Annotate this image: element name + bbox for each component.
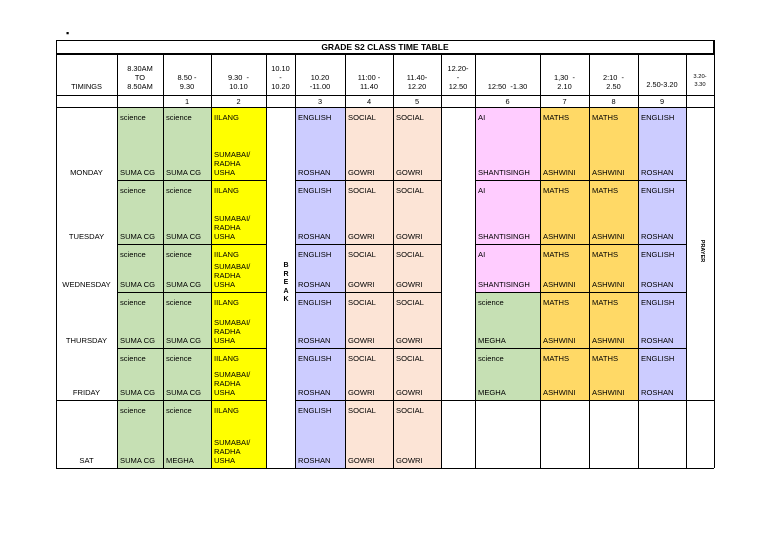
- grid-line: [117, 54, 118, 468]
- slot-time-0: 8.30AM TO 8.50AM: [127, 64, 153, 91]
- subject-1-1: science: [166, 186, 192, 195]
- period-number-9: 9: [659, 97, 665, 106]
- teacher-4-3: ROSHAN: [298, 388, 331, 397]
- subject-3-0: science: [120, 298, 146, 307]
- subject-5-5: SOCIAL: [396, 406, 424, 415]
- subject-0-5: SOCIAL: [396, 113, 424, 122]
- teacher-2-2: SUMABAI/ RADHA USHA: [214, 262, 251, 289]
- grid-line: [117, 348, 266, 349]
- grid-line: [714, 40, 715, 468]
- subject-4-9: ENGLISH: [641, 354, 675, 363]
- subject-2-9: ENGLISH: [641, 250, 675, 259]
- grid-line: [589, 54, 590, 468]
- subject-1-3: ENGLISH: [298, 186, 332, 195]
- slot-time-10: 2:10 - 2.50: [603, 73, 624, 91]
- subject-0-7: MATHS: [543, 113, 570, 122]
- break-letter: R: [283, 270, 289, 278]
- subject-1-5: SOCIAL: [396, 186, 424, 195]
- slot-time-2: 9.30 - 10.10: [228, 73, 249, 91]
- break-letter: A: [283, 287, 289, 295]
- grid-line: [295, 244, 441, 245]
- subject-2-8: MATHS: [592, 250, 619, 259]
- teacher-3-7: ASHWINI: [543, 336, 576, 345]
- subject-4-6: science: [478, 354, 504, 363]
- period-number-1: 1: [184, 97, 190, 106]
- teacher-5-4: GOWRI: [348, 456, 375, 465]
- slot-time-3: 10.10 - 10.20: [271, 64, 290, 91]
- teacher-1-1: SUMA CG: [166, 232, 202, 241]
- teacher-4-9: ROSHAN: [641, 388, 674, 397]
- subject-0-0: science: [120, 113, 146, 122]
- grid-line: [540, 54, 541, 468]
- subject-3-9: ENGLISH: [641, 298, 675, 307]
- grid-line: [475, 348, 686, 349]
- teacher-5-3: ROSHAN: [298, 456, 331, 465]
- teacher-2-8: ASHWINI: [592, 280, 625, 289]
- subject-4-0: science: [120, 354, 146, 363]
- subject-2-2: IILANG: [214, 250, 239, 259]
- grid-line: [475, 292, 686, 293]
- teacher-3-3: ROSHAN: [298, 336, 331, 345]
- teacher-0-7: ASHWINI: [543, 168, 576, 177]
- subject-1-2: IILANG: [214, 186, 239, 195]
- grid-line: [56, 107, 714, 108]
- teacher-0-1: SUMA CG: [166, 168, 202, 177]
- slot-time-8: 12:50 -1.30: [487, 82, 528, 91]
- subject-0-3: ENGLISH: [298, 113, 332, 122]
- teacher-3-6: MEGHA: [478, 336, 506, 345]
- subject-5-0: science: [120, 406, 146, 415]
- day-name-thursday: THURSDAY: [65, 336, 108, 345]
- grid-line: [295, 180, 441, 181]
- subject-1-9: ENGLISH: [641, 186, 675, 195]
- slot-time-5: 11:00 - 11.40: [357, 73, 381, 91]
- teacher-0-9: ROSHAN: [641, 168, 674, 177]
- teacher-1-5: GOWRI: [396, 232, 423, 241]
- teacher-2-4: GOWRI: [348, 280, 375, 289]
- teacher-1-3: ROSHAN: [298, 232, 331, 241]
- subject-0-9: ENGLISH: [641, 113, 675, 122]
- subject-1-6: AI: [478, 186, 486, 195]
- day-name-tuesday: TUESDAY: [68, 232, 105, 241]
- grid-line: [686, 54, 687, 468]
- subject-4-2: IILANG: [214, 354, 239, 363]
- period-number-2: 2: [236, 97, 241, 106]
- slot-time-6: 11.40- 12.20: [406, 73, 428, 91]
- teacher-5-0: SUMA CG: [120, 456, 156, 465]
- timetable-title: GRADE S2 CLASS TIME TABLE: [56, 40, 714, 54]
- teacher-4-7: ASHWINI: [543, 388, 576, 397]
- teacher-4-0: SUMA CG: [120, 388, 156, 397]
- prayer-label-box: [691, 236, 713, 266]
- teacher-0-5: GOWRI: [396, 168, 423, 177]
- subject-3-8: MATHS: [592, 298, 619, 307]
- teacher-0-8: ASHWINI: [592, 168, 625, 177]
- grid-line: [475, 244, 686, 245]
- teacher-4-8: ASHWINI: [592, 388, 625, 397]
- day-name-friday: FRIDAY: [72, 388, 101, 397]
- subject-1-7: MATHS: [543, 186, 570, 195]
- teacher-2-9: ROSHAN: [641, 280, 674, 289]
- grid-line: [441, 54, 442, 468]
- teacher-2-1: SUMA CG: [166, 280, 202, 289]
- teacher-3-1: SUMA CG: [166, 336, 202, 345]
- page-mark: ▪: [66, 28, 70, 38]
- subject-1-4: SOCIAL: [348, 186, 376, 195]
- subject-3-5: SOCIAL: [396, 298, 424, 307]
- subject-3-1: science: [166, 298, 192, 307]
- teacher-3-4: GOWRI: [348, 336, 375, 345]
- subject-4-3: ENGLISH: [298, 354, 332, 363]
- slot-time-11: 2.50-3.20: [646, 80, 678, 89]
- subject-4-1: science: [166, 354, 192, 363]
- slot-time-12: 3.20- 3.30: [693, 74, 707, 88]
- grid-line: [211, 54, 212, 468]
- subject-0-8: MATHS: [592, 113, 619, 122]
- grid-line: [56, 400, 117, 401]
- teacher-2-7: ASHWINI: [543, 280, 576, 289]
- teacher-1-9: ROSHAN: [641, 232, 674, 241]
- teacher-4-6: MEGHA: [478, 388, 506, 397]
- break-letter: K: [283, 296, 289, 303]
- subject-5-2: IILANG: [214, 406, 239, 415]
- grid-line: [345, 54, 346, 468]
- teacher-1-4: GOWRI: [348, 232, 375, 241]
- teacher-1-7: ASHWINI: [543, 232, 576, 241]
- teacher-1-0: SUMA CG: [120, 232, 156, 241]
- grid-line: [56, 468, 714, 469]
- teacher-2-3: ROSHAN: [298, 280, 331, 289]
- grid-line: [295, 292, 441, 293]
- teacher-2-5: GOWRI: [396, 280, 423, 289]
- grid-line: [117, 244, 266, 245]
- subject-3-2: IILANG: [214, 298, 239, 307]
- teacher-3-9: ROSHAN: [641, 336, 674, 345]
- day-name-monday: MONDAY: [70, 168, 103, 177]
- teacher-1-2: SUMABAI/ RADHA USHA: [214, 214, 251, 241]
- timings-label: TIMINGS: [71, 82, 102, 91]
- grid-line: [117, 292, 266, 293]
- grid-line: [295, 54, 296, 468]
- subject-5-4: SOCIAL: [348, 406, 376, 415]
- prayer-label: PRAYER: [699, 239, 706, 263]
- teacher-3-8: ASHWINI: [592, 336, 625, 345]
- teacher-1-6: SHANTISINGH: [478, 232, 530, 241]
- teacher-5-1: MEGHA: [166, 456, 194, 465]
- grid-line: [295, 400, 714, 401]
- break-letter: B: [283, 262, 289, 269]
- grid-line: [295, 348, 441, 349]
- teacher-0-3: ROSHAN: [298, 168, 331, 177]
- grid-line: [475, 54, 476, 468]
- teacher-3-2: SUMABAI/ RADHA USHA: [214, 318, 251, 345]
- subject-4-5: SOCIAL: [396, 354, 424, 363]
- subject-0-6: AI: [478, 113, 486, 122]
- subject-2-7: MATHS: [543, 250, 570, 259]
- teacher-1-8: ASHWINI: [592, 232, 625, 241]
- subject-0-4: SOCIAL: [348, 113, 376, 122]
- subject-2-0: science: [120, 250, 146, 259]
- subject-4-7: MATHS: [543, 354, 570, 363]
- period-number-7: 7: [562, 97, 567, 106]
- day-name-sat: SAT: [79, 456, 94, 465]
- subject-4-8: MATHS: [592, 354, 619, 363]
- subject-2-4: SOCIAL: [348, 250, 376, 259]
- teacher-5-2: SUMABAI/ RADHA USHA: [214, 438, 251, 465]
- subject-3-3: ENGLISH: [298, 298, 332, 307]
- day-name-wednesday: WEDNESDAY: [62, 280, 111, 289]
- subject-5-3: ENGLISH: [298, 406, 332, 415]
- teacher-0-0: SUMA CG: [120, 168, 156, 177]
- teacher-3-5: GOWRI: [396, 336, 423, 345]
- subject-2-5: SOCIAL: [396, 250, 424, 259]
- grid-line: [163, 54, 164, 468]
- subject-3-4: SOCIAL: [348, 298, 376, 307]
- teacher-5-5: GOWRI: [396, 456, 423, 465]
- period-number-6: 6: [505, 97, 510, 106]
- grid-line: [393, 54, 394, 468]
- subject-5-1: science: [166, 406, 192, 415]
- period-number-8: 8: [611, 97, 616, 106]
- subject-3-7: MATHS: [543, 298, 570, 307]
- subject-0-2: IILANG: [214, 113, 239, 122]
- teacher-3-0: SUMA CG: [120, 336, 156, 345]
- slot-time-4: 10.20 -11.00: [309, 73, 331, 91]
- teacher-0-4: GOWRI: [348, 168, 375, 177]
- subject-2-6: AI: [478, 250, 486, 259]
- grid-line: [56, 54, 714, 55]
- teacher-4-2: SUMABAI/ RADHA USHA: [214, 370, 251, 397]
- grid-line: [56, 40, 57, 468]
- teacher-0-6: SHANTISINGH: [478, 168, 530, 177]
- subject-1-8: MATHS: [592, 186, 619, 195]
- teacher-2-0: SUMA CG: [120, 280, 156, 289]
- subject-0-1: science: [166, 113, 192, 122]
- subject-2-1: science: [166, 250, 192, 259]
- break-label: [281, 262, 291, 305]
- teacher-2-6: SHANTISINGH: [478, 280, 530, 289]
- grid-line: [117, 400, 266, 401]
- grid-line: [117, 180, 266, 181]
- slot-time-7: 12.20- - 12.50: [447, 64, 469, 91]
- grid-line: [475, 180, 686, 181]
- subject-3-6: science: [478, 298, 504, 307]
- break-letter: E: [283, 279, 289, 286]
- grid-line: [638, 54, 639, 468]
- subject-1-0: science: [120, 186, 146, 195]
- period-number-4: 4: [366, 97, 372, 106]
- teacher-4-5: GOWRI: [396, 388, 423, 397]
- subject-2-3: ENGLISH: [298, 250, 332, 259]
- slot-time-1: 8.50 - 9.30: [177, 73, 197, 91]
- period-number-5: 5: [414, 97, 420, 106]
- grid-line: [56, 95, 714, 96]
- subject-4-4: SOCIAL: [348, 354, 376, 363]
- teacher-4-4: GOWRI: [348, 388, 375, 397]
- teacher-4-1: SUMA CG: [166, 388, 202, 397]
- teacher-0-2: SUMABAI/ RADHA USHA: [214, 150, 251, 177]
- grid-line: [266, 54, 267, 468]
- period-number-3: 3: [317, 97, 323, 106]
- slot-time-9: 1,30 - 2.10: [554, 73, 575, 91]
